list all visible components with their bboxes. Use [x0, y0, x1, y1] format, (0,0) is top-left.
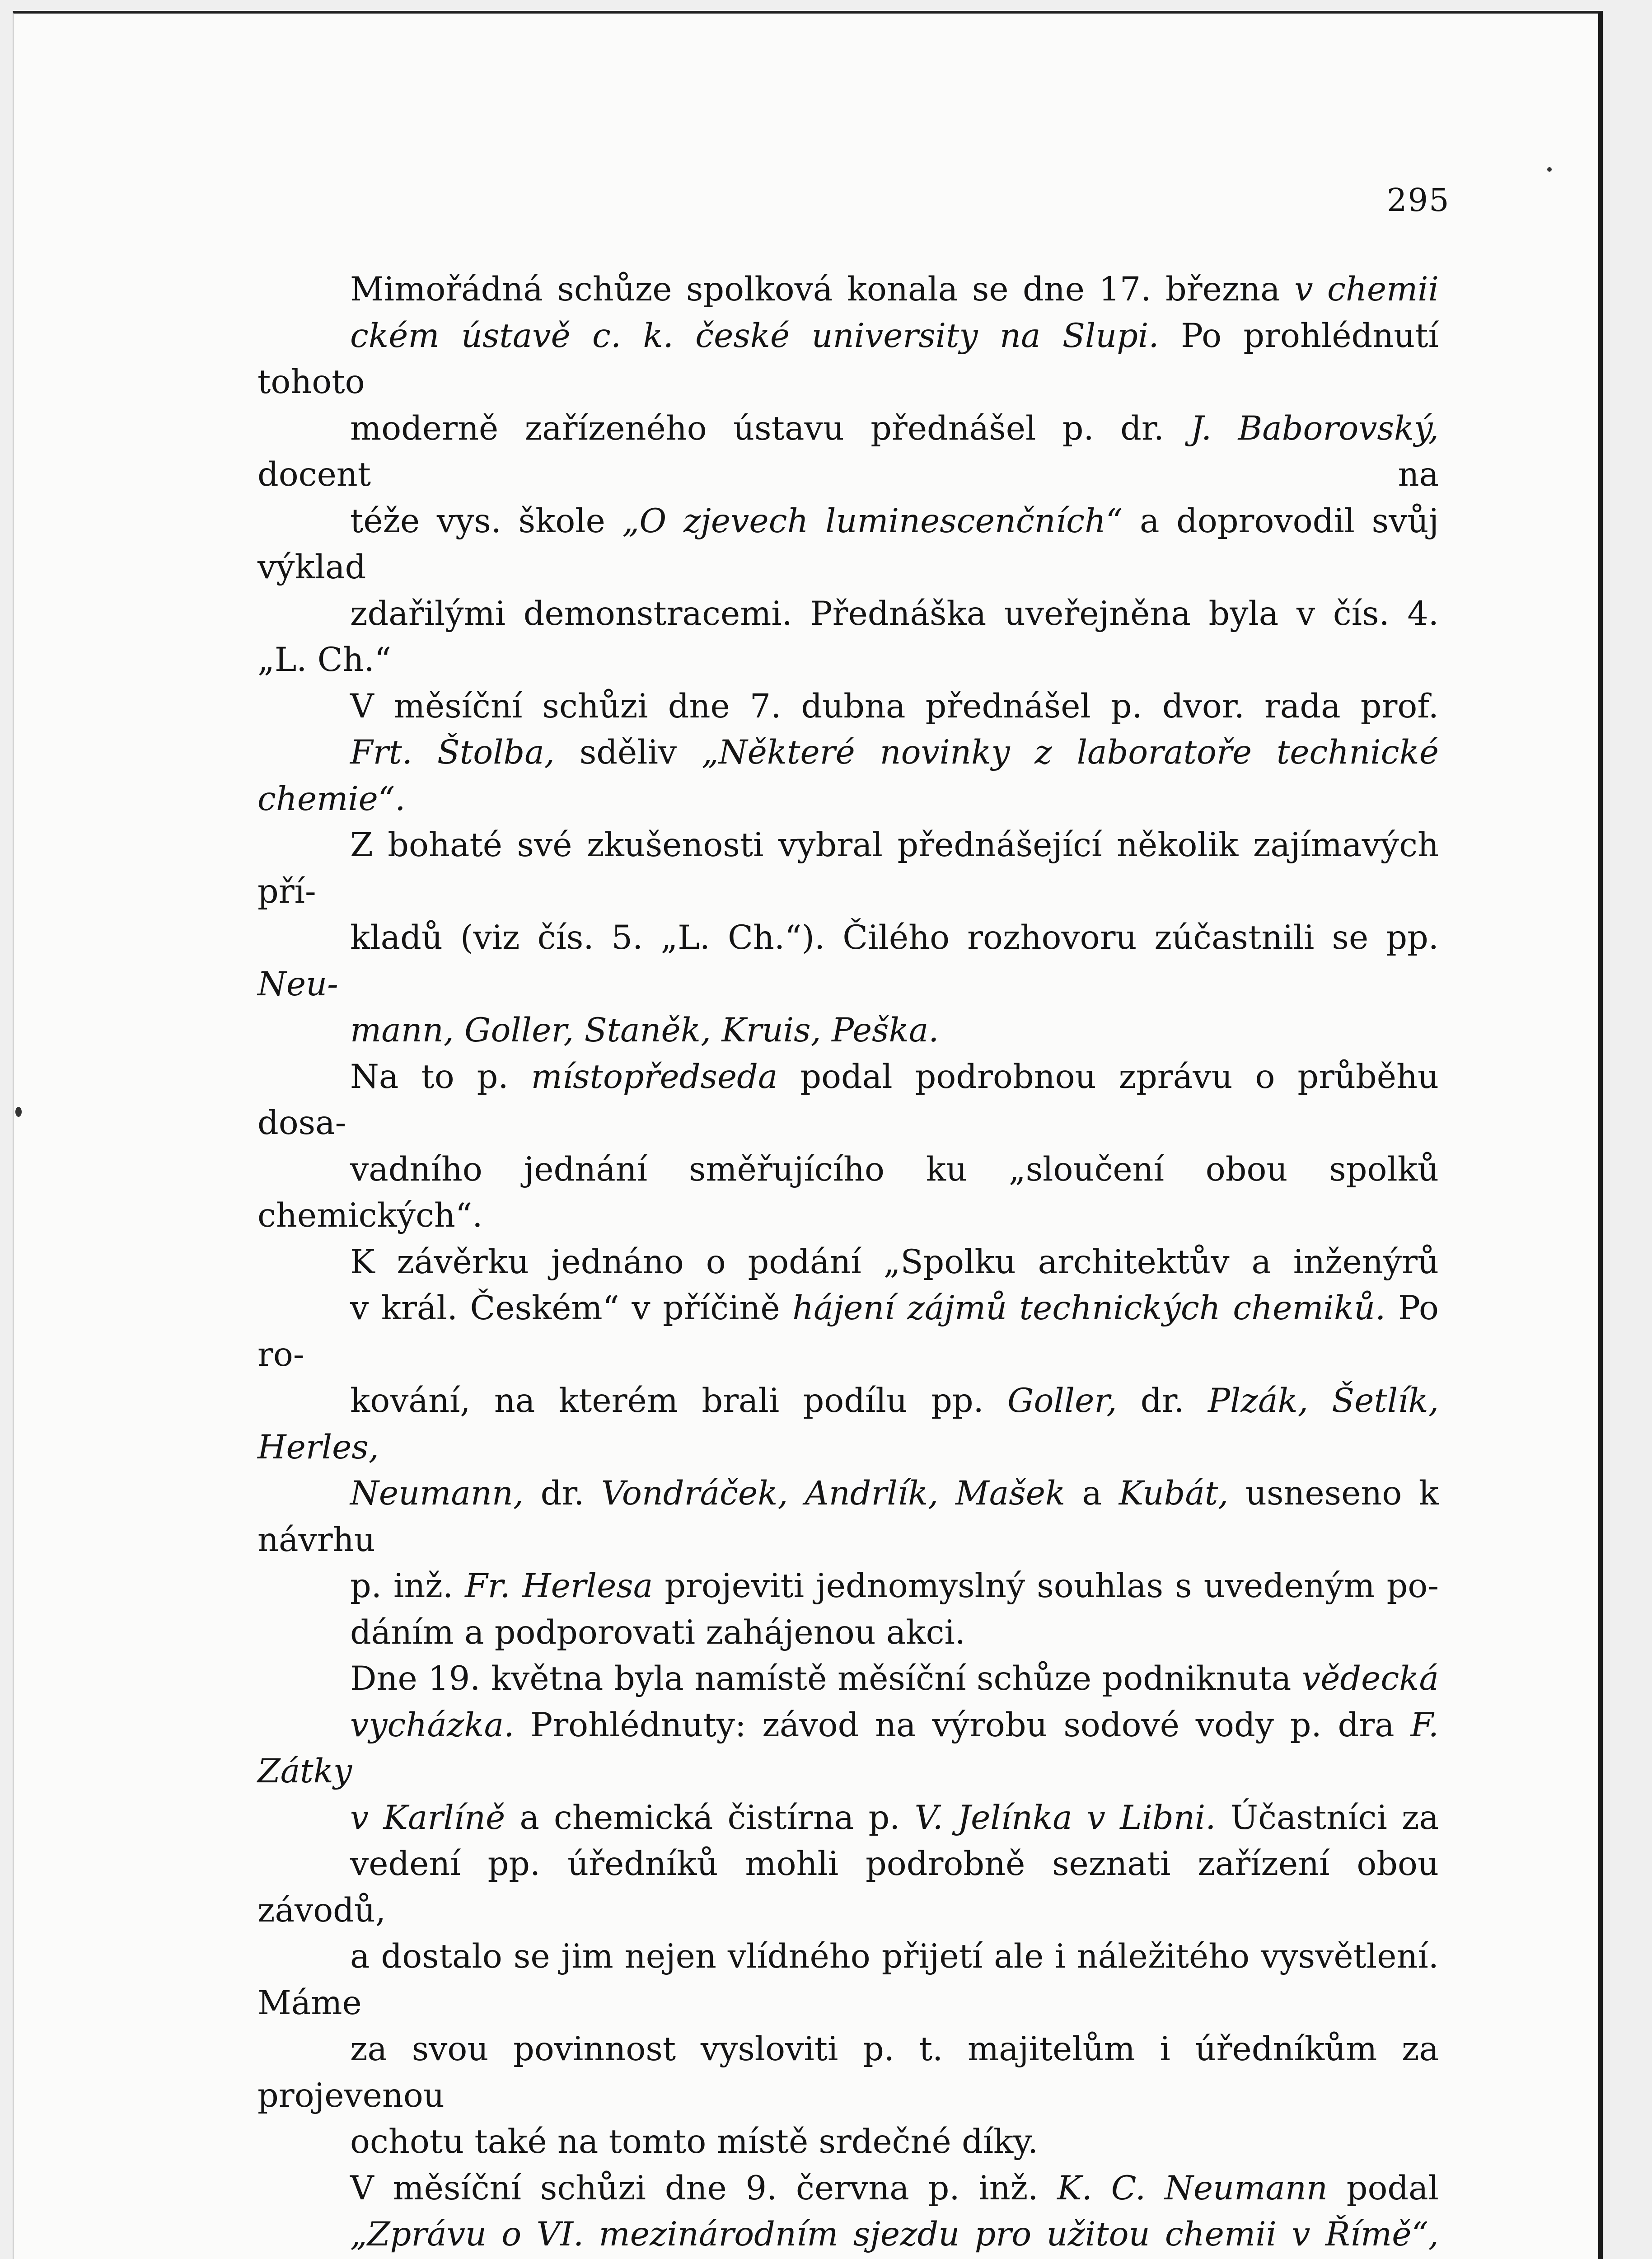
text-run: p. inž.	[350, 1567, 465, 1605]
text-run: kladů (viz čís. 5. „L. Ch.“). Čilého rozhovoru zúčastnili se pp.	[350, 919, 1439, 957]
italic-run: „O zjevech luminescenčních“	[622, 501, 1123, 540]
text-run: docent na	[257, 455, 1439, 494]
text-run: Dne 19. května byla namístě měsíční schůze podniknuta	[350, 1659, 1302, 1698]
text-line	[257, 1054, 1439, 1147]
text-run: zdařilými demonstracemi. Přednáška uveřejněna byla v čís. 4. „L. Ch.“	[257, 594, 1439, 679]
italic-run: mann, Goller, Staněk, Kruis, Peška.	[350, 1011, 939, 1050]
text-line	[257, 1795, 1439, 1842]
italic-run: „Některé novinky z laboratoře technické chemie“.	[257, 733, 1439, 818]
text-run: podal	[1327, 2169, 1439, 2207]
text-run: dr.	[1117, 1382, 1208, 1420]
text-line	[257, 822, 1439, 915]
text-line	[257, 915, 1439, 1008]
italic-run: J. Baborovský,	[1190, 409, 1439, 448]
paragraph	[257, 1054, 1439, 1239]
scanned-page	[13, 11, 1603, 2259]
text-line	[257, 1285, 1439, 1378]
text-line	[257, 2165, 1439, 2212]
paragraph	[257, 2165, 1439, 2259]
scan-speck	[15, 1107, 22, 1117]
text-run: podal podrobnou zprávu o průběhu dosa-	[257, 1057, 1439, 1142]
italic-run: Plzák, Šetlík, Herles,	[257, 1382, 1439, 1467]
text-line	[257, 2026, 1439, 2119]
italic-run: vědecká	[1301, 1659, 1439, 1698]
italic-run: ckém ústavě c. k. české university na Slupi.	[350, 316, 1159, 355]
text-run: a	[1065, 1474, 1119, 1513]
text-run: V měsíční schůzi dne 7. dubna přednášel p. dvor. rada prof.	[350, 687, 1439, 726]
text-run: vedení pp. úředníků mohli podrobně seznati zařízení obou závodů,	[257, 1845, 1439, 1930]
scan-speck	[1547, 167, 1552, 172]
paragraph	[257, 684, 1439, 1054]
text-line	[257, 591, 1439, 684]
paragraph	[257, 1239, 1439, 1656]
text-line	[257, 684, 1439, 730]
italic-run: K. C. Neumann	[1057, 2169, 1328, 2207]
text-run: dáním a podporovati zahájenou akci.	[350, 1613, 966, 1652]
italic-run: místopředseda	[531, 1057, 778, 1096]
italic-run: F. Zátky	[257, 1706, 1439, 1790]
text-run: a doprovodil svůj výklad	[257, 501, 1439, 586]
italic-run: Fr. Herlesa	[465, 1567, 653, 1605]
text-line	[257, 1008, 1439, 1054]
text-line	[257, 498, 1439, 591]
text-line	[257, 406, 1439, 498]
text-line	[257, 313, 1439, 406]
text-run: projeviti jednomyslný souhlas s uvedeným po-	[653, 1567, 1439, 1605]
text-line	[257, 1610, 1439, 1656]
text-line	[257, 1239, 1439, 1286]
text-run: Na to p.	[350, 1057, 531, 1096]
text-run: téže vys. škole	[350, 501, 622, 540]
italic-run: Vondráček, Andrlík, Mašek	[601, 1474, 1066, 1513]
text-line	[257, 1841, 1439, 1934]
text-run: V měsíční schůzi dne 9. června p. inž.	[350, 2169, 1058, 2207]
text-line	[257, 1656, 1439, 1702]
text-run: moderně zařízeného ústavu přednášel p. dr.	[350, 409, 1191, 448]
text-run: Účastníci za	[1216, 1798, 1439, 1837]
body-text	[257, 267, 1439, 2259]
italic-run: V. Jelínka v Libni.	[914, 1798, 1216, 1837]
text-run: vadního jednání směřujícího ku „sloučení obou spolků chemických“.	[257, 1150, 1439, 1235]
text-run: a dostalo se jim nejen vlídného přijetí ale i náležitého vysvětlení. Máme	[257, 1937, 1439, 2022]
text-line	[257, 2119, 1439, 2165]
text-line	[257, 267, 1439, 313]
text-run: ochotu také na tomto místě srdečné díky.	[350, 2123, 1039, 2161]
text-run: Po ro-	[257, 1289, 1439, 1374]
italic-run: hájení zájmů technických chemiků.	[792, 1289, 1386, 1327]
text-run: K závěrku jednáno o podání „Spolku architektův a inženýrů	[350, 1242, 1439, 1281]
text-line	[257, 2212, 1439, 2259]
text-line	[257, 1563, 1439, 1610]
paragraph	[257, 1656, 1439, 2165]
text-run: Prohlédnuty: závod na výrobu sodové vody p. dra	[514, 1706, 1411, 1744]
italic-run: „Zprávu o VI. mezinárodním sjezdu pro užitou chemii v Římě“,	[350, 2215, 1439, 2254]
text-run: Z bohaté své zkušenosti vybral přednášející několik zajímavých pří-	[257, 826, 1439, 911]
italic-run: vycházka.	[350, 1706, 515, 1744]
text-run: v král. Českém“ v příčině	[350, 1289, 793, 1327]
text-run: sděliv	[555, 733, 702, 772]
text-run: usneseno k návrhu	[257, 1474, 1439, 1559]
italic-run: Frt. Štolba,	[350, 733, 555, 772]
text-run: Po prohlédnutí tohoto	[257, 316, 1439, 401]
text-line	[257, 1378, 1439, 1471]
text-line	[257, 1147, 1439, 1239]
text-line	[257, 1934, 1439, 2026]
italic-run: Neu-	[257, 965, 338, 1003]
text-run: za svou povinnost vysloviti p. t. majitelům i úředníkům za projevenou	[257, 2030, 1439, 2115]
paragraph	[257, 267, 1439, 684]
italic-run: Kubát,	[1118, 1474, 1229, 1513]
italic-run: Neumann,	[350, 1474, 524, 1513]
text-run: a chemická čistírna p.	[505, 1798, 915, 1837]
text-line	[257, 730, 1439, 822]
italic-run: v Karlíně	[350, 1798, 505, 1837]
text-run: kování, na kterém brali podílu pp.	[350, 1382, 1008, 1420]
text-run: dr.	[524, 1474, 601, 1513]
page-number: 295	[1387, 182, 1450, 219]
text-line	[257, 1702, 1439, 1795]
text-run: Mimořádná schůze spolková konala se dne 17. března	[350, 270, 1295, 309]
italic-run: v chemii	[1294, 270, 1439, 309]
italic-run: Goller,	[1007, 1382, 1117, 1420]
text-line	[257, 1471, 1439, 1563]
